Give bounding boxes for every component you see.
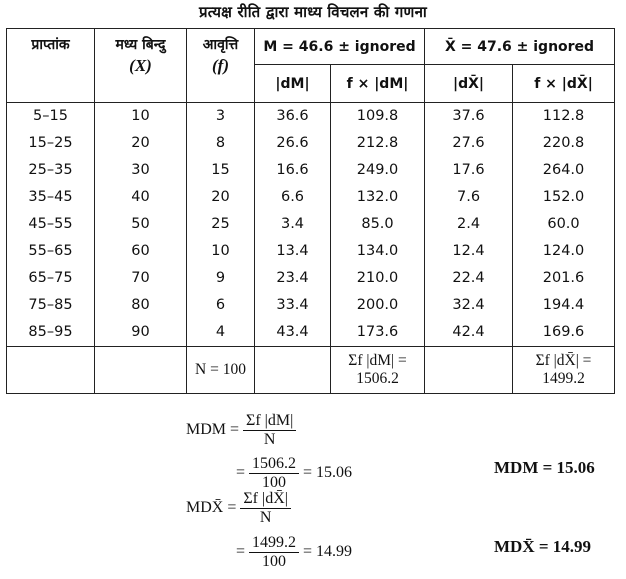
cell-class-4: 45–55: [28, 216, 73, 232]
totals-empty-2: [95, 347, 187, 394]
cell-dX-8: 42.4: [452, 324, 485, 340]
cell-dX-4: 2.4: [456, 216, 481, 232]
cell-class-8: 85–95: [28, 324, 73, 340]
cell-mid-3: 40: [131, 189, 150, 205]
cell-dX-1: 27.6: [452, 135, 485, 151]
cell-f-6: 9: [215, 270, 226, 286]
cell-fdX-8: 169.6: [542, 324, 585, 340]
cell-f-3: 20: [211, 189, 230, 205]
cell-fdM-6: 210.0: [356, 270, 399, 286]
cell-class-0: 5–15: [33, 108, 68, 124]
header-class: प्राप्तांक: [7, 29, 95, 103]
total-n: N = 100: [187, 347, 255, 394]
cell-dX-3: 7.6: [456, 189, 481, 205]
header-f-abs-dev-mean: f × |dX̄|: [513, 65, 615, 103]
cell-class-6: 65–75: [28, 270, 73, 286]
header-group-median: M = 46.6 ± ignored: [255, 29, 425, 65]
cell-dX-5: 12.4: [452, 243, 485, 259]
cell-class-3: 35–45: [28, 189, 73, 205]
cell-fdX-2: 264.0: [542, 162, 585, 178]
header-midpoint-symbol: (X): [129, 56, 152, 75]
header-frequency-symbol: (f): [212, 56, 229, 75]
formula-md-mean-result: = 14.99: [303, 543, 353, 561]
column-class-values: [7, 103, 95, 347]
column-f-abs-dev-mean-values: [513, 103, 615, 347]
cell-mid-7: 80: [131, 297, 150, 313]
formula-md-mean-denominator: N: [259, 509, 272, 526]
cell-mid-8: 90: [131, 324, 150, 340]
total-f-abs-dev-median-value: 1506.2: [356, 370, 399, 387]
total-f-abs-dev-mean: [513, 347, 615, 394]
cell-fdM-2: 249.0: [356, 162, 399, 178]
cell-fdX-5: 124.0: [542, 243, 585, 259]
formula-md-median-denominator: N: [263, 431, 276, 448]
cell-fdM-4: 85.0: [361, 216, 394, 232]
formula-md-median-numerator2: 1506.2: [249, 455, 299, 474]
cell-dM-1: 26.6: [276, 135, 309, 151]
result-md-median: MDM = 15.06: [494, 458, 595, 477]
totals-empty-3: [255, 347, 331, 394]
formula-md-mean-fraction2: [249, 534, 299, 571]
column-f-abs-dev-median-values: [331, 103, 425, 347]
cell-fdX-4: 60.0: [547, 216, 580, 232]
formula-md-mean-denominator2: 100: [262, 553, 287, 570]
formula-md-median-fraction2: [249, 455, 299, 492]
header-row: [7, 29, 615, 65]
formula-md-mean-lhs: MDX̄ =: [186, 499, 237, 517]
cell-fdM-1: 212.8: [356, 135, 399, 151]
cell-f-0: 3: [215, 108, 226, 124]
cell-class-5: 55–65: [28, 243, 73, 259]
cell-fdM-0: 109.8: [356, 108, 399, 124]
cell-dM-3: 6.6: [280, 189, 305, 205]
totals-empty-4: [425, 347, 513, 394]
total-f-abs-dev-median-label: Σf |dM| =: [348, 352, 407, 369]
column-frequency-values: [187, 103, 255, 347]
deviation-table: [6, 28, 615, 394]
formula-md-median-eq: =: [236, 464, 246, 482]
cell-fdM-8: 173.6: [356, 324, 399, 340]
cell-f-5: 10: [211, 243, 230, 259]
header-abs-dev-median: |dM|: [255, 65, 331, 103]
formula-md-median-denominator2: 100: [262, 474, 287, 491]
header-abs-dev-mean: |dX̄|: [425, 65, 513, 103]
header-frequency: आवृत्ति (f): [187, 29, 255, 103]
cell-fdX-7: 194.4: [542, 297, 585, 313]
cell-dM-6: 23.4: [276, 270, 309, 286]
cell-dX-0: 37.6: [452, 108, 485, 124]
column-abs-dev-median-values: [255, 103, 331, 347]
formula-md-mean-line2: [236, 534, 352, 571]
total-f-abs-dev-mean-label: Σf |dX̄| =: [535, 352, 592, 369]
cell-fdM-5: 134.0: [356, 243, 399, 259]
cell-f-1: 8: [215, 135, 226, 151]
cell-class-1: 15–25: [28, 135, 73, 151]
cell-mid-1: 20: [131, 135, 150, 151]
header-midpoint: मध्य बिन्दु (X): [95, 29, 187, 103]
cell-mid-6: 70: [131, 270, 150, 286]
formula-md-mean-numerator: Σf |dX̄|: [240, 490, 291, 509]
column-abs-dev-mean-values: [425, 103, 513, 347]
formula-md-median-numerator: Σf |dM|: [243, 412, 296, 431]
cell-dM-8: 43.4: [276, 324, 309, 340]
cell-dM-4: 3.4: [280, 216, 305, 232]
formula-md-mean-line1: [186, 490, 291, 527]
cell-fdM-7: 200.0: [356, 297, 399, 313]
formula-md-median-line2: [236, 455, 352, 492]
cell-dM-0: 36.6: [276, 108, 309, 124]
header-f-abs-dev-median: f × |dM|: [331, 65, 425, 103]
cell-class-7: 75–85: [28, 297, 73, 313]
header-group-mean: X̄ = 47.6 ± ignored: [425, 29, 615, 65]
formula-md-median-lhs: MDM =: [186, 421, 240, 439]
cell-fdX-3: 152.0: [542, 189, 585, 205]
cell-fdM-3: 132.0: [356, 189, 399, 205]
cell-mid-5: 60: [131, 243, 150, 259]
totals-empty-1: [7, 347, 95, 394]
column-midpoint-values: [95, 103, 187, 347]
cell-mid-2: 30: [131, 162, 150, 178]
result-md-mean: MDX̄ = 14.99: [494, 537, 592, 556]
cell-f-4: 25: [211, 216, 230, 232]
cell-class-2: 25–35: [28, 162, 73, 178]
formula-md-mean-fraction: [240, 490, 291, 527]
cell-fdX-1: 220.8: [542, 135, 585, 151]
cell-fdX-6: 201.6: [542, 270, 585, 286]
cell-f-2: 15: [211, 162, 230, 178]
total-f-abs-dev-median: [331, 347, 425, 394]
formula-md-mean-eq: =: [236, 543, 246, 561]
formula-md-median-line1: [186, 412, 296, 449]
formula-md-median-fraction: [243, 412, 296, 449]
cell-dX-2: 17.6: [452, 162, 485, 178]
formula-md-mean-numerator2: 1499.2: [249, 534, 299, 553]
cell-dM-5: 13.4: [276, 243, 309, 259]
cell-mid-4: 50: [131, 216, 150, 232]
cell-mid-0: 10: [131, 108, 150, 124]
cell-dX-7: 32.4: [452, 297, 485, 313]
totals-row: [7, 347, 615, 394]
cell-dM-2: 16.6: [276, 162, 309, 178]
formula-md-median-result: = 15.06: [303, 464, 353, 482]
cell-f-8: 4: [215, 324, 226, 340]
cell-f-7: 6: [215, 297, 226, 313]
data-body-row: [7, 103, 615, 347]
page-title: प्रत्यक्ष रीति द्वारा माध्य विचलन की गणना: [198, 3, 427, 21]
cell-dX-6: 22.4: [452, 270, 485, 286]
cell-dM-7: 33.4: [276, 297, 309, 313]
cell-fdX-0: 112.8: [542, 108, 585, 124]
total-f-abs-dev-mean-value: 1499.2: [542, 370, 585, 387]
